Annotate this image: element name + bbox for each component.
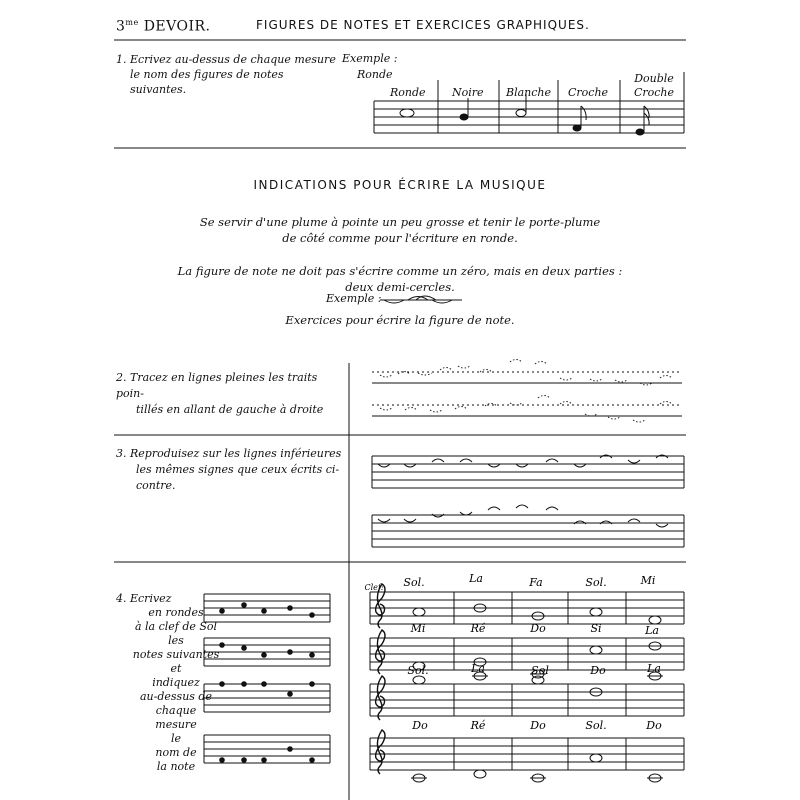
ex2-tracing-area bbox=[372, 360, 682, 423]
section-title-indications: INDICATIONS POUR ÉCRIRE LA MUSIQUE bbox=[253, 178, 547, 192]
ex4-r3-label-2: La bbox=[471, 662, 485, 675]
ex4-r4-label-3: Do bbox=[530, 719, 546, 732]
para1-line-1: Se servir d'une plume à pointe un peu grosse et tenir le porte-plume bbox=[199, 215, 601, 229]
ex4-r2-label-5: La bbox=[645, 624, 659, 637]
note-name-croche: Croche bbox=[568, 86, 609, 99]
ex1-line-1: 1. Ecrivez au-dessus de chaque mesure bbox=[116, 53, 336, 66]
ex4-r1-label-1: Sol. bbox=[403, 576, 425, 589]
ex4-line-6: et bbox=[170, 662, 182, 675]
ex4-r1-label-2: La bbox=[469, 572, 483, 585]
blanche-note bbox=[516, 94, 526, 117]
ex4-r1-label-5: Mi bbox=[640, 574, 656, 587]
ex4-line-12: nom de bbox=[155, 746, 197, 759]
ex4-example-staves bbox=[204, 594, 330, 763]
ex4-r3-label-3: Sol bbox=[531, 664, 549, 677]
ex3-staff-2 bbox=[372, 505, 684, 547]
ex4-line-3: à la clef de Sol bbox=[134, 620, 218, 633]
ex4-line-7: indiquez bbox=[152, 676, 200, 689]
note-name-ronde: Ronde bbox=[390, 86, 426, 99]
ex4-r3-label-1: Sol. bbox=[407, 664, 429, 677]
ex4-example-notes bbox=[219, 602, 315, 763]
ex4-answer-staves bbox=[370, 592, 684, 770]
ex4-r1-label-3: Fa bbox=[529, 576, 543, 589]
ex4-line-9: chaque bbox=[155, 704, 197, 717]
ex4-r3-label-4: Do bbox=[590, 664, 606, 677]
ex4-r4-label-1: Do bbox=[412, 719, 428, 732]
ex2-line-1: 2. Tracez en lignes pleines les traits poin- bbox=[116, 371, 318, 400]
ex4-r4-label-4: Sol. bbox=[585, 719, 607, 732]
indications-example-label: Exemple : bbox=[326, 292, 382, 305]
ex4-r3-label-5: La bbox=[647, 662, 661, 675]
note-name-noire: Noire bbox=[452, 86, 484, 99]
ex4-r4-label-5: Do bbox=[646, 719, 662, 732]
para2-line-1: La figure de note ne doit pas s'écrire comme un zéro, mais en deux parties : bbox=[177, 264, 623, 278]
ex1-staff bbox=[374, 72, 684, 133]
para1-line-2: de côté comme pour l'écriture en ronde. bbox=[282, 231, 518, 245]
ronde-note bbox=[400, 109, 414, 117]
ex3-line-2: les mêmes signes que ceux écrits ci- bbox=[136, 463, 340, 476]
ex3-line-1: 3. Reproduisez sur les lignes inférieures bbox=[116, 447, 342, 460]
ex4-line-5: notes suivantes bbox=[132, 648, 220, 661]
croche-note bbox=[573, 106, 586, 131]
ex4-line-10: mesure bbox=[155, 718, 197, 731]
double-croche-note bbox=[636, 106, 649, 135]
ex4-r2-label-4: Si bbox=[590, 622, 602, 635]
half-circle-example bbox=[380, 296, 462, 303]
ex4-line-11: le bbox=[170, 732, 182, 745]
ex4-r2-label-1: Mi bbox=[410, 622, 426, 635]
ex4-r4-label-2: Ré bbox=[470, 719, 486, 732]
page-title: FIGURES DE NOTES ET EXERCICES GRAPHIQUES. bbox=[256, 18, 590, 32]
note-name-blanche: Blanche bbox=[506, 86, 551, 99]
ex4-line-13: la note bbox=[156, 760, 196, 773]
ex2-line-2: tillés en allant de gauche à droite bbox=[136, 403, 324, 416]
clef-label: Clef: bbox=[364, 583, 384, 592]
ex4-line-4: les bbox=[168, 634, 184, 647]
ex4-line-1: 4. Ecrivez bbox=[116, 592, 172, 605]
ex4-line-8: au-dessus de bbox=[140, 690, 212, 703]
ex3-line-3: contre. bbox=[136, 479, 176, 492]
ex1-line-2: le nom des figures de notes suivantes. bbox=[130, 68, 284, 96]
ex1-example-ronde: Ronde bbox=[357, 68, 393, 81]
ex4-r2-label-3: Do bbox=[530, 622, 546, 635]
ex4-r2-label-2: Ré bbox=[470, 622, 486, 635]
ex1-example-label: Exemple : bbox=[342, 52, 398, 65]
note-name-double-croche: Double Croche bbox=[633, 72, 675, 99]
ex4-r1-label-4: Sol. bbox=[585, 576, 607, 589]
ex3-staff-1 bbox=[372, 455, 684, 488]
exercise-line: Exercices pour écrire la figure de note. bbox=[285, 313, 515, 327]
ex4-line-2: en rondes bbox=[148, 606, 204, 619]
para2-line-2: deux demi-cercles. bbox=[345, 280, 455, 294]
devoir-number: $3^{me}$ DEVOIR. bbox=[116, 18, 211, 35]
